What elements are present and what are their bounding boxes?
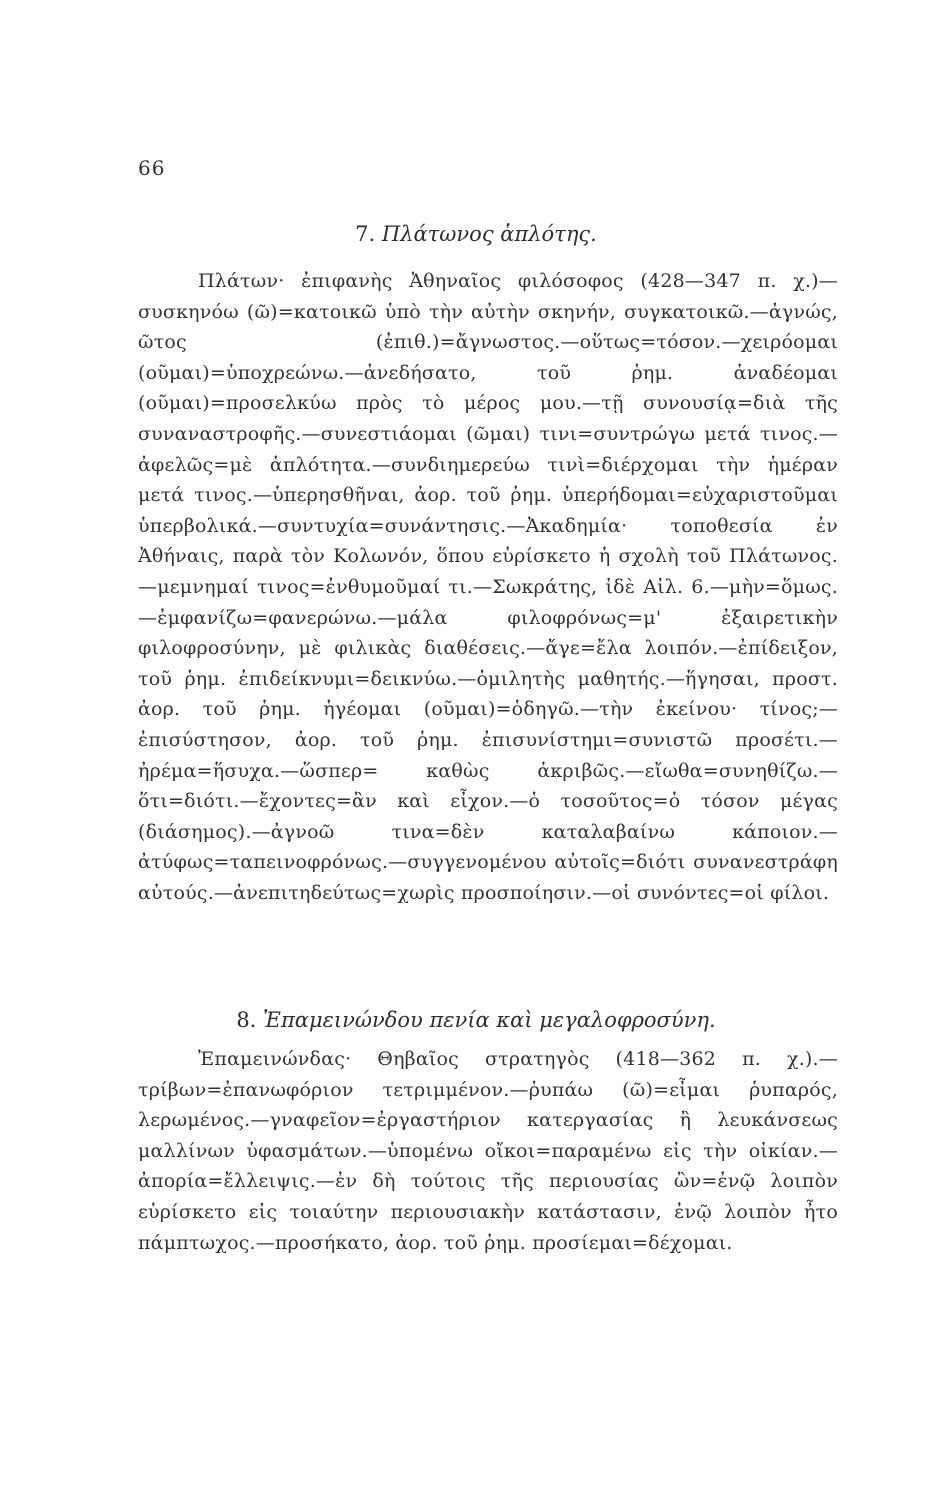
section-7-heading: Πλάτωνος ἁπλότης. bbox=[381, 222, 597, 246]
section-8-title bbox=[0, 1008, 952, 1032]
section-7-title bbox=[0, 222, 952, 246]
page-number: 66 bbox=[138, 156, 166, 180]
section-7-number: 7. bbox=[355, 222, 376, 246]
section-8-number: 8. bbox=[236, 1008, 257, 1032]
section-8-heading: Ἐπαμεινώνδου πενία καὶ μεγαλοφροσύνη. bbox=[263, 1008, 716, 1032]
section-8-paragraph: Ἐπαμεινώνδας· Θηβαῖος στρατηγὸς (418—362 π. χ.).—τρίβων=ἐπανωφόριον τετριμμένον.—ῥυπάω (ῶ)=εἶμαι ῥυπαρός, λερωμένος.—γναφεῖον=ἐργαστήριον κατεργασίας ἢ λευκάνσεως μαλλίνων ὑφασμάτων.—ὑπομένω οἴκοι=παραμένω εἰς τὴν οἰκίαν.—ἀπορία=ἔλλειψις.—ἐν δὴ τούτοις τῆς περιουσίας ὢν=ἐνῷ λοιπὸν εὑρίσκετο εἰς τοιαύτην περιουσιακὴν κατάστασιν, ἐνῷ λοιπὸν ἦτο πάμπτωχος.—προσήκατο, ἀορ. τοῦ ῥημ. προσίεμαι=δέχομαι. bbox=[138, 1048, 838, 1254]
section-7-paragraph: Πλάτων· ἐπιφανὴς Ἀθηναῖος φιλόσοφος (428—347 π. χ.)—συσκηνόω (ῶ)=κατοικῶ ὑπὸ τὴν αὐτὴν σκηνήν, συγκατοικῶ.—ἀγνώς, ῶτος (ἐπιθ.)=ἄγνωστος.—οὕτως=τόσον.—χειρόομαι (οῦμαι)=ὑποχρεώνω.—ἀνεδήσατο, τοῦ ῥημ. ἀναδέομαι (οῦμαι)=προσελκύω πρὸς τὸ μέρος μου.—τῇ συνουσίᾳ=διὰ τῆς συναναστροφῆς.—συνεστιάομαι (ῶμαι) τινι=συντρώγω μετά τινος.—ἀφελῶς=μὲ ἁπλότητα.—συνδιημερεύω τινὶ=διέρχομαι τὴν ἡμέραν μετά τινος.—ὑπερησθῆναι, ἀορ. τοῦ ῥημ. ὑπερήδομαι=εὐχαριστοῦμαι ὑπερβολικά.—συντυχία=συνάντησις.—Ἀκαδημία· τοποθεσία ἐν Ἀθήναις, παρὰ τὸν Κολωνόν, ὅπου εὑρίσκετο ἡ σχολὴ τοῦ Πλάτωνος.—μεμνημαί τινος=ἐνθυμοῦμαί τι.—Σωκράτης, ἰδὲ Αἰλ. 6.—μὴν=ὅμως.—ἐμφανίζω=φανερώνω.—μάλα φιλοφρόνως=μ' ἐξαιρετικὴν φιλοφροσύνην, μὲ φιλικὰς διαθέσεις.—ἄγε=ἔλα λοιπόν.—ἐπίδειξον, τοῦ ῥημ. ἐπιδείκνυμι=δεικνύω.—ὁμιλητὴς μαθητής.—ἥγησαι, προστ. ἀορ. τοῦ ῥημ. ἡγέομαι (οῦμαι)=ὁδηγῶ.—τὴν ἐκείνου· τίνος;—ἐπισύστησον, ἀορ. τοῦ ῥημ. ἐπισυνίστημι=συνιστῶ προσέτι.—ἠρέμα=ἥσυχα.—ὥσπερ= καθὼς ἀκριβῶς.—εἴωθα=συνηθίζω.—ὅτι=διότι.—ἔχοντες=ἂν καὶ εἶχον.—ὁ τοσοῦτος=ὁ τόσον μέγας (διάσημος).—ἀγνοῶ τινα=δὲν καταλαβαίνω κάποιον.—ἀτύφως=ταπεινοφρόνως.—συγγενομένου αὐτοῖς=διότι συνανεστράφη αὐτούς.—ἀνεπιτηδεύτως=χωρὶς προσποίησιν.—οἱ συνόντες=οἱ φίλοι. bbox=[138, 270, 838, 904]
section-8-body bbox=[138, 1044, 838, 1258]
section-7-body bbox=[138, 266, 838, 908]
